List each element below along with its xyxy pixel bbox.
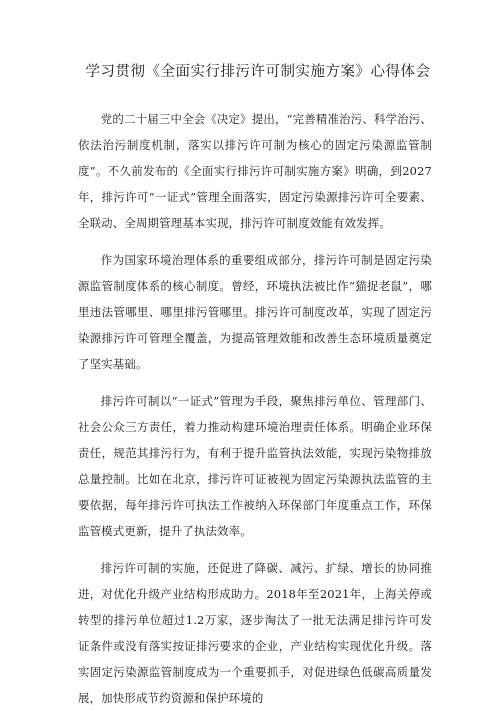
document-title: 学习贯彻《全面实行排污许可制实施方案》心得体会: [85, 64, 431, 80]
paragraph-1: 党的二十届三中全会《决定》提出，“完善精准治污、科学治污、依法治污制度机制，落实以排污许可制为核心的固定污染源监管制度”。不久前发布的《全面实行排污许可制实施方案》明确，到2027年，排污许可“一证式”管理全面落实，固定污染源排污许可全要素、全联动、全周期管理基本实现，排污许可制度效能有效发挥。: [78, 112, 432, 230]
paragraph-4: 排污许可制的实施，还促进了降碳、减污、扩绿、增长的协同推进，对优化升级产业结构形成助力。2018年至2021年，上海关停或转型的排污单位超过1.2万家，逐步淘汰了一批无法满足排污许可发证条件或没有落实按证排污要求的企业，产业结构实现优化升级。落实固定污染源监管制度成为一个重要抓手，对促进绿色低碳高质量发展，加快形成节约资源和保护环境的: [78, 561, 432, 705]
paragraph-2: 作为国家环境治理体系的重要组成部分，排污许可制是固定污染源监管制度体系的核心制度。曾经，环境执法被比作“猫捉老鼠”，哪里违法管哪里、哪里排污管哪里。排污许可制度改革，实现了固定污染源排污许可管理全覆盖，为提高管理效能和改善生态环境质量奠定了坚实基础。: [78, 253, 432, 371]
paragraph-3: 排污许可制以“一证式”管理为手段，聚焦排污单位、管理部门、社会公众三方责任，着力推动构建环境治理责任体系。明确企业环保责任，规范其排污行为，有利于提升监管执法效能，实现污染物排放总量控制。比如在北京，排污许可证被视为固定污染源执法监管的主要依据，每年排污许可执法工作被纳入环保部门年度重点工作，环保监管模式更新，提升了执法效率。: [78, 394, 432, 538]
